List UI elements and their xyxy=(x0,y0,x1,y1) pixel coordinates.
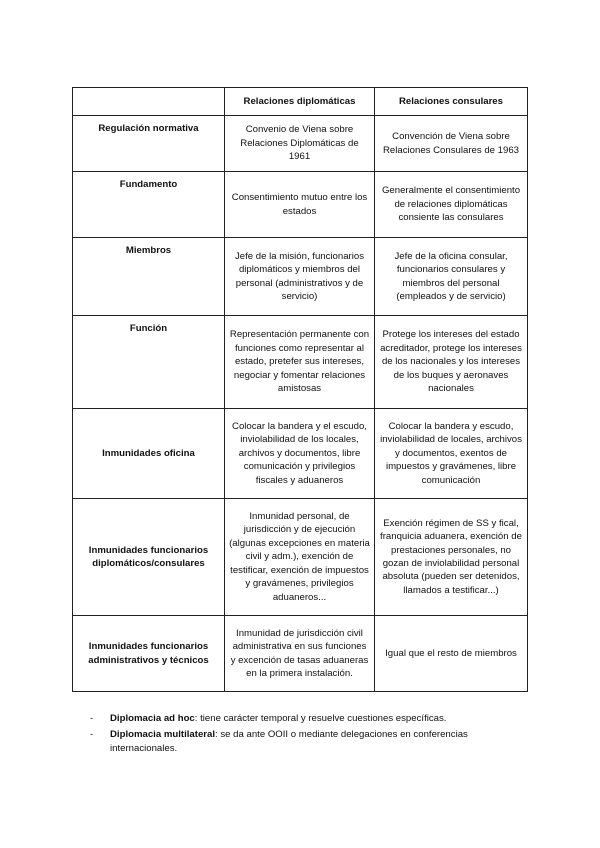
row-label: Fundamento xyxy=(73,172,225,238)
header-row xyxy=(73,88,528,116)
row-label: Inmunidades funcionarios diplomáticos/consulares xyxy=(73,499,225,616)
note-text: : se da ante OOII o mediante delegaciones en conferencias internacionales. xyxy=(110,729,468,754)
header-empty xyxy=(73,88,225,116)
cell-diplomaticas: Representación permanente con funciones como representar al estado, pretefer sus intereses, negociar y fomentar relaciones amistosas xyxy=(225,316,375,409)
note-term: Diplomacia ad hoc xyxy=(110,713,195,724)
table-row xyxy=(73,616,528,692)
note-text: : tiene carácter temporal y resuelve cuestiones específicas. xyxy=(194,713,447,724)
table-row xyxy=(73,116,528,172)
notes-list xyxy=(86,712,526,758)
cell-diplomaticas: Consentimiento mutuo entre los estados xyxy=(225,172,375,238)
row-label: Función xyxy=(73,316,225,409)
list-item xyxy=(86,728,526,755)
row-label: Miembros xyxy=(73,238,225,316)
row-label: Regulación normativa xyxy=(73,116,225,172)
cell-consulares: Convención de Viena sobre Relaciones Consulares de 1963 xyxy=(375,116,528,172)
table-row xyxy=(73,172,528,238)
cell-diplomaticas: Colocar la bandera y el escudo, inviolabilidad de los locales, archivos y documentos, libre comunicación y privilegios fiscales y aduaneros xyxy=(225,409,375,499)
row-label: Inmunidades oficina xyxy=(73,409,225,499)
cell-consulares: Exención régimen de SS y fical, franquicia aduanera, exención de prestaciones personales, no gozan de inviolabilidad personal absoluta (pueden ser detenidos, llamados a testificar...) xyxy=(375,499,528,616)
cell-consulares: Jefe de la oficina consular, funcionarios consulares y miembros del personal (empleados y de servicio) xyxy=(375,238,528,316)
cell-consulares: Protege los intereses del estado acreditador, protege los intereses de los nacionales y los intereses de los buques y aeronaves nacionales xyxy=(375,316,528,409)
cell-consulares: Colocar la bandera y escudo, inviolabilidad de locales, archivos y documentos, exentos de impuestos y gravámenes, libre comunicación xyxy=(375,409,528,499)
cell-diplomaticas: Jefe de la misión, funcionarios diplomáticos y miembros del personal (administrativos y de servicio) xyxy=(225,238,375,316)
note-term: Diplomacia multilateral xyxy=(110,729,216,741)
table-row xyxy=(73,238,528,316)
cell-consulares: Generalmente el consentimiento de relaciones diplomáticas consiente las consulares xyxy=(375,172,528,238)
table-row xyxy=(73,409,528,499)
cell-consulares: Igual que el resto de miembros xyxy=(375,616,528,692)
list-item xyxy=(86,712,526,725)
row-label: Inmunidades funcionarios administrativos y técnicos xyxy=(73,616,225,692)
table-row xyxy=(73,316,528,409)
table-row xyxy=(73,499,528,616)
cell-diplomaticas: Inmunidad de jurisdicción civil administrativa en sus funciones y excención de tasas aduaneras en la primera instalación. xyxy=(225,616,375,692)
header-consulares: Relaciones consulares xyxy=(375,88,528,116)
cell-diplomaticas: Inmunidad personal, de jurisdicción y de ejecución (algunas excepciones en materia civil y adm.), exención de testificar, exención de impuestos y gravámenes, privilegios aduaneros... xyxy=(225,499,375,616)
bullet-dash: - xyxy=(90,729,94,741)
cell-diplomaticas: Convenio de Viena sobre Relaciones Diplomáticas de 1961 xyxy=(225,116,375,172)
bullet-dash: - xyxy=(90,713,94,724)
header-diplomaticas: Relaciones diplomáticas xyxy=(225,88,375,116)
comparison-table xyxy=(72,87,528,692)
